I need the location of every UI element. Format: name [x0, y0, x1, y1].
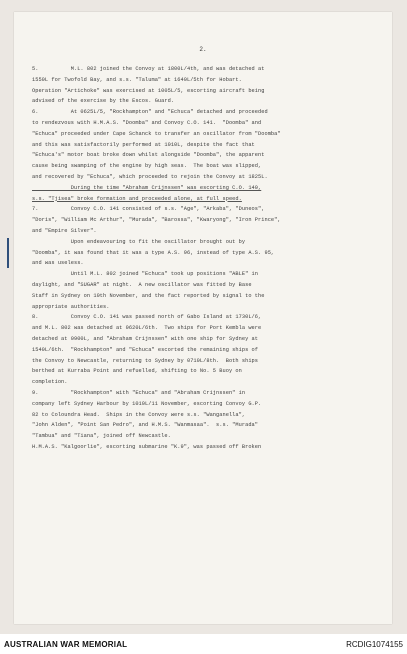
document-line: Upon endeavouring to fit the oscillator brought out by [32, 238, 246, 245]
document-line: "Tambua" and "Tiana", joined off Newcastle. [32, 433, 171, 440]
document-line: and M.L. 802 was detached at 0620L/6th. Two ships for Port Kembla were [32, 325, 262, 332]
document-body [32, 64, 378, 453]
document-line: During the time "Abraham Crijnssen" was escorting C.O. 140, [32, 184, 262, 191]
document-line: 8. Convoy C.O. 141 was passed north of Gabo Island at 1730L/6, [32, 314, 262, 321]
document-line: company left Sydney Harbour by 1010L/11 November, escorting Convoy G.P. [32, 400, 262, 407]
footer [0, 634, 407, 654]
document-line: and was useless. [32, 260, 84, 267]
document-line: 82 to Coloundra Head. Ships in the Convoy were s.s. "Wanganella", [32, 411, 246, 418]
document-line: 5. M.L. 802 joined the Convoy at 1800L/4th, and was detached at [32, 66, 265, 72]
document-line: "Echuca's" motor boat broke down whilst alongside "Doomba", the apparent [32, 152, 265, 159]
document-line: "John Alden", "Point San Pedro", and H.M.S. "Wanmasaa". s.s. "Murada" [32, 422, 259, 429]
document-line: and "Empire Silver". [32, 227, 97, 234]
document-line: "Echuca" proceeded under Cape Schanck to transfer an oscillator from "Doomba" [32, 130, 281, 137]
margin-annotation-mark [7, 238, 9, 268]
document-line: 9. "Rockhampton" with "Echuca" and "Abraham Crijnssen" in [32, 389, 246, 396]
document-line: H.M.A.S. "Kalgoorlie", escorting submarine "K.9", was passed off Broken [32, 443, 262, 450]
document-line: appropriate authorities. [32, 303, 110, 310]
document-line: 1550L for Twofold Bay, and s.s. "Taluma" at 1640L/5th for Hobart. [32, 76, 242, 83]
document-line: cause being swamping of the engine by high seas. The boat was slipped, [32, 163, 262, 170]
document-line: to rendezvous with H.M.A.S. "Doomba" and Convoy C.O. 141. "Doomba" and [32, 119, 262, 126]
document-line: Until M.L. 802 joined "Echuca" took up positions "ABLE" in [32, 271, 259, 278]
document-line: "Doris", "William Mc Arthur", "Murada", "Barossa", "Kwaryong", "Iron Prince", [32, 217, 281, 224]
document-line: Staff in Sydney on 10th November, and the fact reported by signal to the [32, 292, 265, 299]
document-line: and this was satisfactorily performed at 1010L, despite the fact that [32, 141, 255, 148]
document-line: s.s. "Tjisea" broke formation and proceeded alone, at full speed. [32, 195, 242, 202]
document-line: Operation "Artichoke" was exercised at 1005L/5, escorting aircraft being [32, 87, 265, 94]
document-line: the Convoy to Newcastle, returning to Sydney by 0710L/8th. Both ships [32, 357, 259, 364]
document-line: 1540L/6th. "Rockhampton" and "Echuca" escorted the remaining ships of [32, 346, 259, 353]
page-number: 2. [199, 46, 207, 53]
document-line: daylight, and "SUGAR" at night. A new oscillator was fitted by Base [32, 281, 252, 288]
document-line: berthed at Kurraba Point and refuelled, shifting to No. 5 Buoy on [32, 368, 242, 375]
document-line: detached at 0900L, and "Abraham Crijnssen" with one ship for Sydney at [32, 335, 259, 342]
footer-record-id: RCDIG1074155 [346, 640, 403, 649]
document-page [14, 12, 392, 624]
document-line: "Doomba", it was found that it was a type A.S. 96, instead of type A.S. 95, [32, 249, 275, 256]
document-line: 7. Convoy C.O. 141 consisted of s.s. "Age", "Arkaba", "Duneos", [32, 206, 265, 213]
document-line: advised of the exercise by the Escos. Guard. [32, 98, 175, 105]
document-line: 6. At 0625L/5, "Rockhampton" and "Echuca" detached and proceeded [32, 109, 268, 116]
document-line: completion. [32, 379, 68, 386]
document-line: and recovered by "Echuca", which proceeded to rejoin the Convoy at 1825L. [32, 173, 268, 180]
footer-institution: AUSTRALIAN WAR MEMORIAL [4, 640, 128, 649]
